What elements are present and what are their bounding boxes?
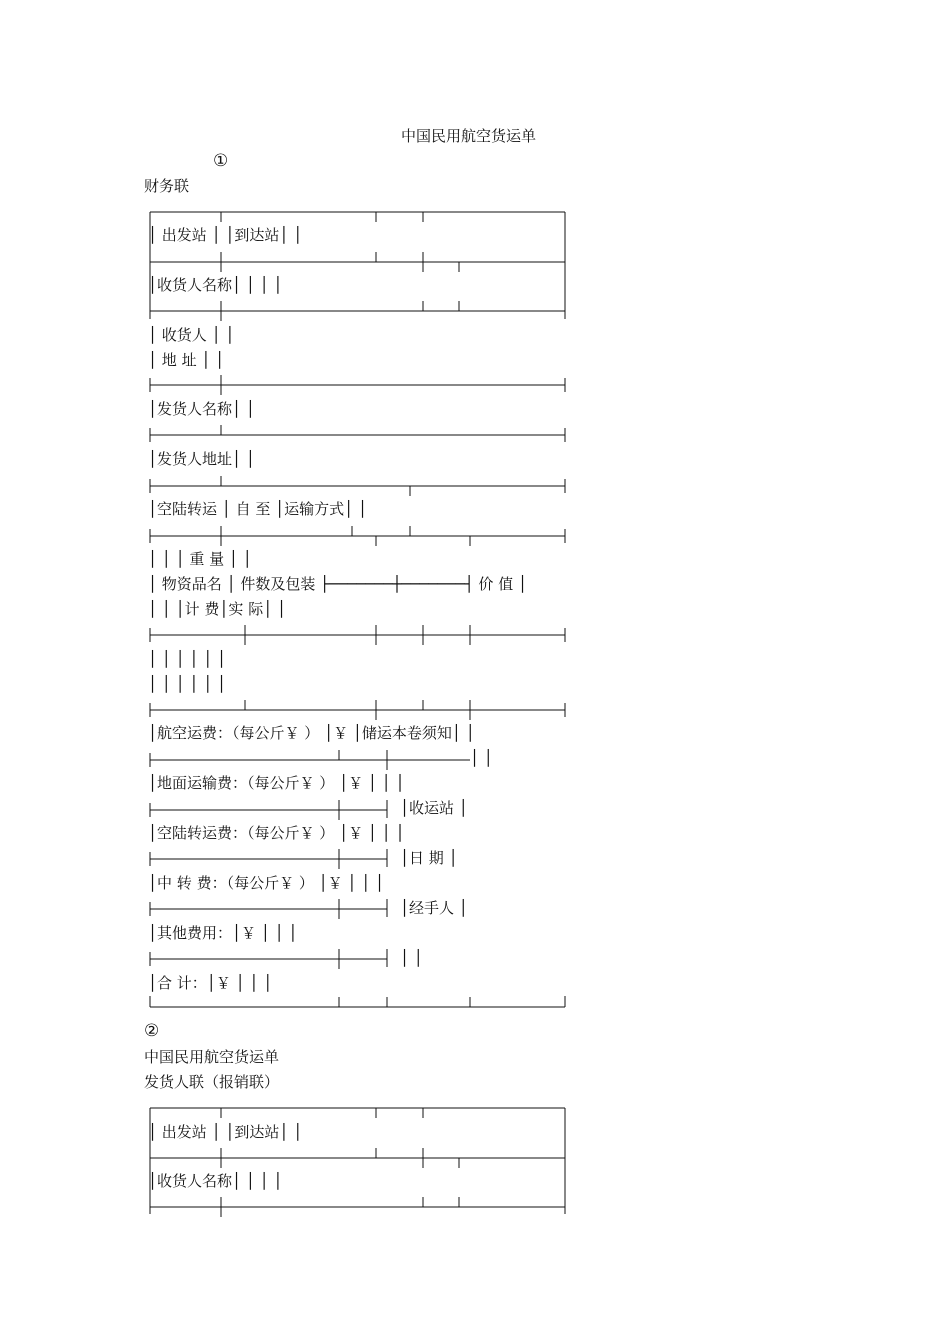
row-consignee: │ 收货人 │ │	[148, 326, 235, 344]
row-air-fee: │航空运费：（每公斤￥ ） │￥ │储运本卷须知│ │	[148, 724, 475, 742]
row-air-fee-tail: │ │	[470, 749, 493, 767]
row-weight: │ │ │ 重 量 │ │	[148, 550, 252, 568]
section2-title: 中国民用航空货运单	[144, 1048, 280, 1066]
document-title: 中国民用航空货运单	[401, 127, 537, 145]
row-transfer: │空陆转运 │ 自 至 │运输方式│ │	[148, 500, 367, 518]
row-receiving-station: │收运站 │	[400, 799, 468, 817]
row-blank-b: │ │ │ │ │ │	[148, 675, 227, 693]
section1-copy-label: 财务联	[144, 177, 190, 195]
row-date: │日 期 │	[400, 849, 458, 867]
row-stations: │ 出发站 │ │到达站│ │	[148, 226, 303, 244]
row-ground-fee: │地面运输费：（每公斤￥ ） │￥ │ │ │	[148, 774, 405, 792]
row-other-tail: │ │	[400, 949, 423, 967]
row-goods: │ 物资品名 │ 件数及包装 ├───────┼───────┤ 价 值 │	[148, 575, 527, 593]
row-consignee-address: │ 地 址 │ │	[148, 351, 225, 369]
row-shipper-name: │发货人名称│ │	[148, 400, 255, 418]
row-handler: │经手人 │	[400, 899, 468, 917]
row-shipper-address: │发货人地址│ │	[148, 450, 255, 468]
row-other-fee: │其他费用：│￥ │ │ │	[148, 924, 298, 942]
row-total: │合 计：│￥ │ │ │	[148, 974, 273, 992]
row-consignee-name: │收货人名称│ │ │ │	[148, 276, 283, 294]
section1-number: ①	[213, 151, 229, 171]
section2-row-consignee-name: │收货人名称│ │ │ │	[148, 1172, 283, 1190]
section2-row-stations: │ 出发站 │ │到达站│ │	[148, 1123, 303, 1141]
section2-number: ②	[144, 1021, 160, 1041]
section2-copy-label: 发货人联（报销联）	[144, 1073, 280, 1091]
row-blank-a: │ │ │ │ │ │	[148, 650, 227, 668]
row-billing: │ │ │计 费│实 际│ │	[148, 600, 287, 618]
row-transfer-fee: │空陆转运费：（每公斤￥ ） │￥ │ │ │	[148, 824, 405, 842]
row-transit-fee: │中 转 费：（每公斤￥ ） │￥ │ │ │	[148, 874, 385, 892]
